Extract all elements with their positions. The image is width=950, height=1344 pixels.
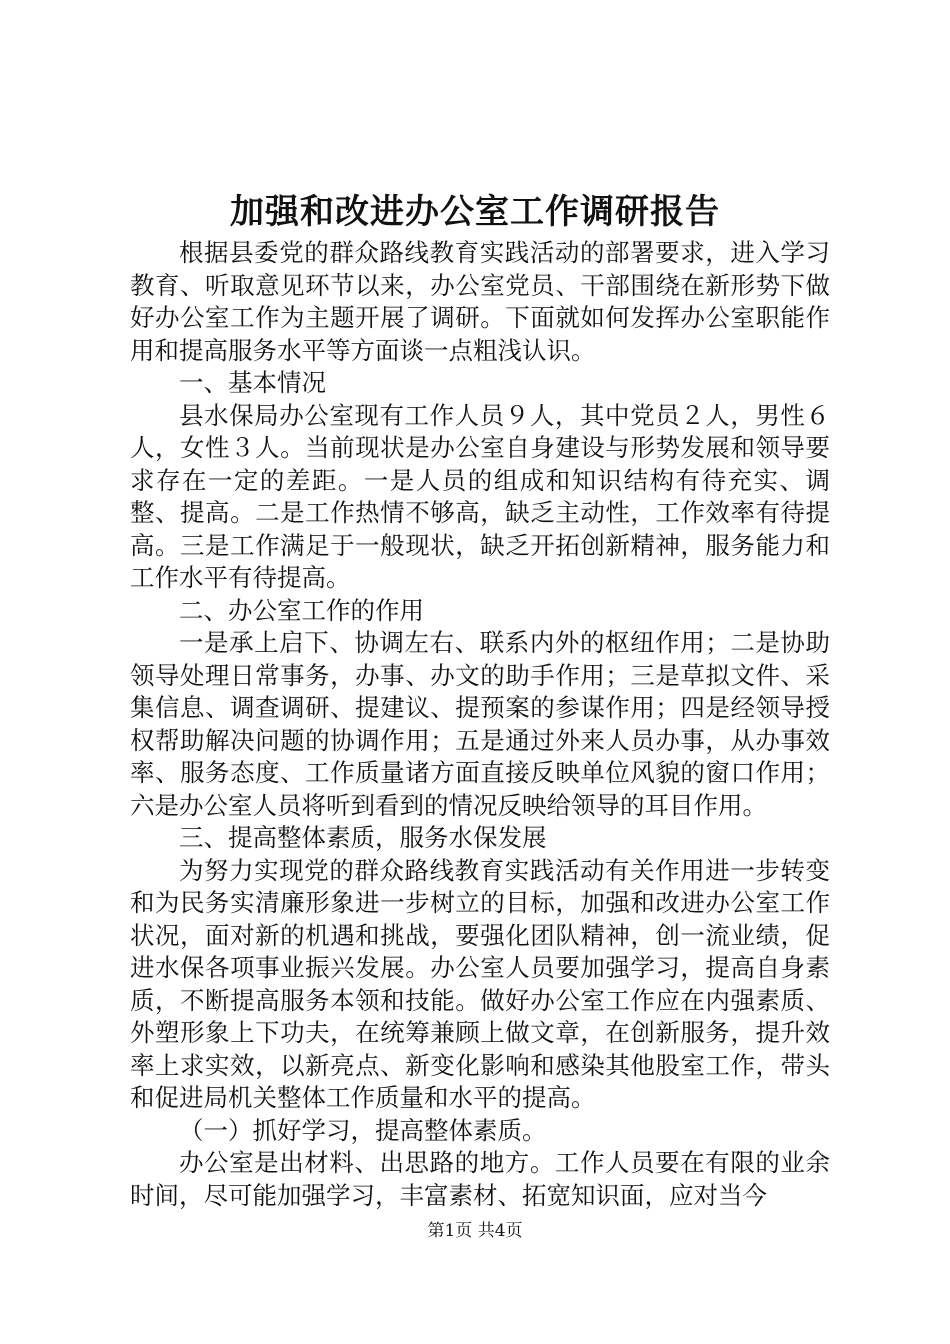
paragraph-intro: 根据县委党的群众路线教育实践活动的部署要求，进入学习教育、听取意见环节以来，办公室党员、干部围绕在新形势下做好办公室工作为主题开展了调研。下面就如何发挥办公室职能作用和提高服务水平等方面谈一点粗浅认识。 — [130, 238, 830, 365]
document-title: 加强和改进办公室工作调研报告 — [230, 192, 720, 232]
section-heading-1: 一、基本情况 — [179, 368, 326, 397]
page-number-footer: 第1页 共4页 — [427, 1221, 523, 1241]
subsection-heading-1: （一）抓好学习，提高整体素质。 — [179, 1115, 547, 1145]
document-body — [130, 237, 830, 1212]
section-heading-3: 三、提高整体素质，服务水保发展 — [179, 823, 547, 852]
paragraph-office-role: 一是承上启下、协调左右、联系内外的枢纽作用；二是协助领导处理日常事务，办事、办文的助手作用；三是草拟文件、采集信息、调查调研、提建议、提预案的参谋作用；四是经领导授权帮助解决问题的协调作用；五是通过外来人员办事，从办事效率、服务态度、工作质量诸方面直接反映单位风貌的窗口作用；六是办公室人员将听到看到的情况反映给领导的耳目作用。 — [130, 628, 830, 820]
paragraph-improve-quality: 为努力实现党的群众路线教育实践活动有关作用进一步转变和为民务实清廉形象进一步树立的目标，加强和改进办公室工作状况，面对新的机遇和挑战，要强化团队精神，创一流业绩，促进水保各项事业振兴发展。办公室人员要加强学习，提高自身素质，不断提高服务本领和技能。做好办公室工作应在内强素质、外塑形象上下功夫，在统筹兼顾上做文章，在创新服务，提升效率上求实效，以新亮点、新变化影响和感染其他股室工作，带头和促进局机关整体工作质量和水平的提高。 — [130, 855, 830, 1112]
paragraph-basic-situation: 县水保局办公室现有工作人员９人，其中党员２人，男性６人，女性３人。当前现状是办公室自身建设与形势发展和领导要求存在一定的差距。一是人员的组成和知识结构有待充实、调整、提高。二是工作热情不够高，缺乏主动性，工作效率有待提高。三是工作满足于一般现状，缺乏开拓创新精神，服务能力和工作水平有待提高。 — [130, 400, 830, 592]
section-heading-2: 二、办公室工作的作用 — [179, 595, 424, 625]
paragraph-study: 办公室是出材料、出思路的地方。工作人员要在有限的业余时间，尽可能加强学习，丰富素材、拓宽知识面，应对当今 — [130, 1148, 830, 1210]
